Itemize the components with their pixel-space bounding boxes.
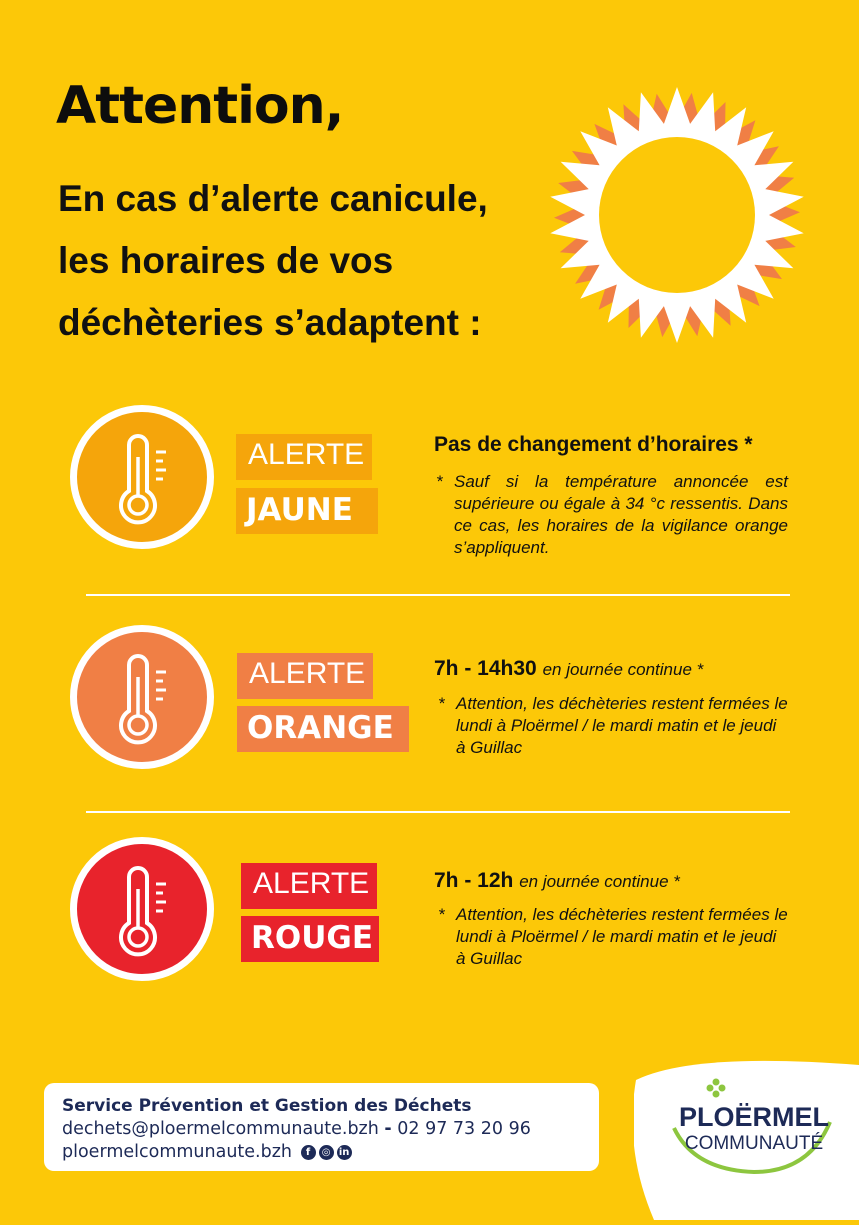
page-subtitle xyxy=(58,168,558,354)
note-star: * xyxy=(436,472,443,491)
alert-headline xyxy=(434,869,680,893)
service-name: Service Prévention et Gestion des Déchets xyxy=(62,1096,472,1116)
separator: - xyxy=(384,1119,392,1139)
alert-label-top: ALERTE xyxy=(241,863,377,909)
alert-hours-note: en journée continue * xyxy=(542,660,704,679)
thermometer-icon xyxy=(70,625,214,769)
note-text: Attention, les déchèteries restent fermées le lundi à Ploërmel / le mardi matin et le jeudi à Guillac xyxy=(456,905,788,968)
sun-icon xyxy=(548,86,806,344)
contact-line xyxy=(62,1118,581,1141)
alert-headline xyxy=(434,657,703,681)
instagram-icon[interactable]: ◎ xyxy=(319,1145,334,1160)
email-link[interactable]: dechets@ploermelcommunaute.bzh xyxy=(62,1119,379,1139)
alert-note xyxy=(438,693,790,759)
website-link[interactable]: ploermelcommunaute.bzh xyxy=(62,1142,293,1162)
page-title: Attention, xyxy=(56,76,344,136)
alert-orange xyxy=(70,625,800,775)
note-star: * xyxy=(438,905,445,924)
subtitle-line: les horaires de vos xyxy=(58,240,394,281)
alert-hours: Pas de changement d’horaires * xyxy=(434,433,753,456)
linkedin-icon[interactable]: in xyxy=(337,1145,352,1160)
ploermel-logo xyxy=(634,1060,859,1220)
note-text: Sauf si la température annoncée est supérieure ou égale à 34 °c ressentis. Dans ce cas, les horaires de la vigilance orange s’appliquent. xyxy=(454,472,788,557)
alert-hours: 7h - 12h xyxy=(434,869,514,892)
alert-hours-note: en journée continue * xyxy=(519,872,680,891)
alert-label-top: ALERTE xyxy=(237,653,373,699)
alert-level-label: JAUNE xyxy=(236,488,378,534)
alert-label-top: ALERTE xyxy=(236,434,372,480)
facebook-icon[interactable]: f xyxy=(301,1145,316,1160)
website-line xyxy=(62,1141,581,1164)
alert-red xyxy=(70,837,800,987)
alert-yellow xyxy=(70,405,800,555)
thermometer-icon xyxy=(70,837,214,981)
logo-name: PLOËRMEL xyxy=(678,1102,830,1132)
alert-level-label: ROUGE xyxy=(241,916,379,962)
subtitle-line: déchèteries s’adaptent : xyxy=(58,302,482,343)
alert-hours: 7h - 14h30 xyxy=(434,657,537,680)
subtitle-line: En cas d’alerte canicule, xyxy=(58,178,488,219)
divider xyxy=(86,594,790,596)
note-text: Attention, les déchèteries restent fermées le lundi à Ploërmel / le mardi matin et le jeudi à Guillac xyxy=(456,694,788,757)
phone-number[interactable]: 02 97 73 20 96 xyxy=(397,1119,531,1139)
alert-note xyxy=(438,904,790,970)
divider xyxy=(86,811,790,813)
alert-level-label: ORANGE xyxy=(237,706,409,752)
note-star: * xyxy=(438,694,445,713)
alert-headline xyxy=(434,433,753,457)
alert-note xyxy=(436,471,788,559)
thermometer-icon xyxy=(70,405,214,549)
contact-box xyxy=(44,1083,599,1171)
logo-subtitle: COMMUNAUTÉ xyxy=(684,1133,824,1154)
